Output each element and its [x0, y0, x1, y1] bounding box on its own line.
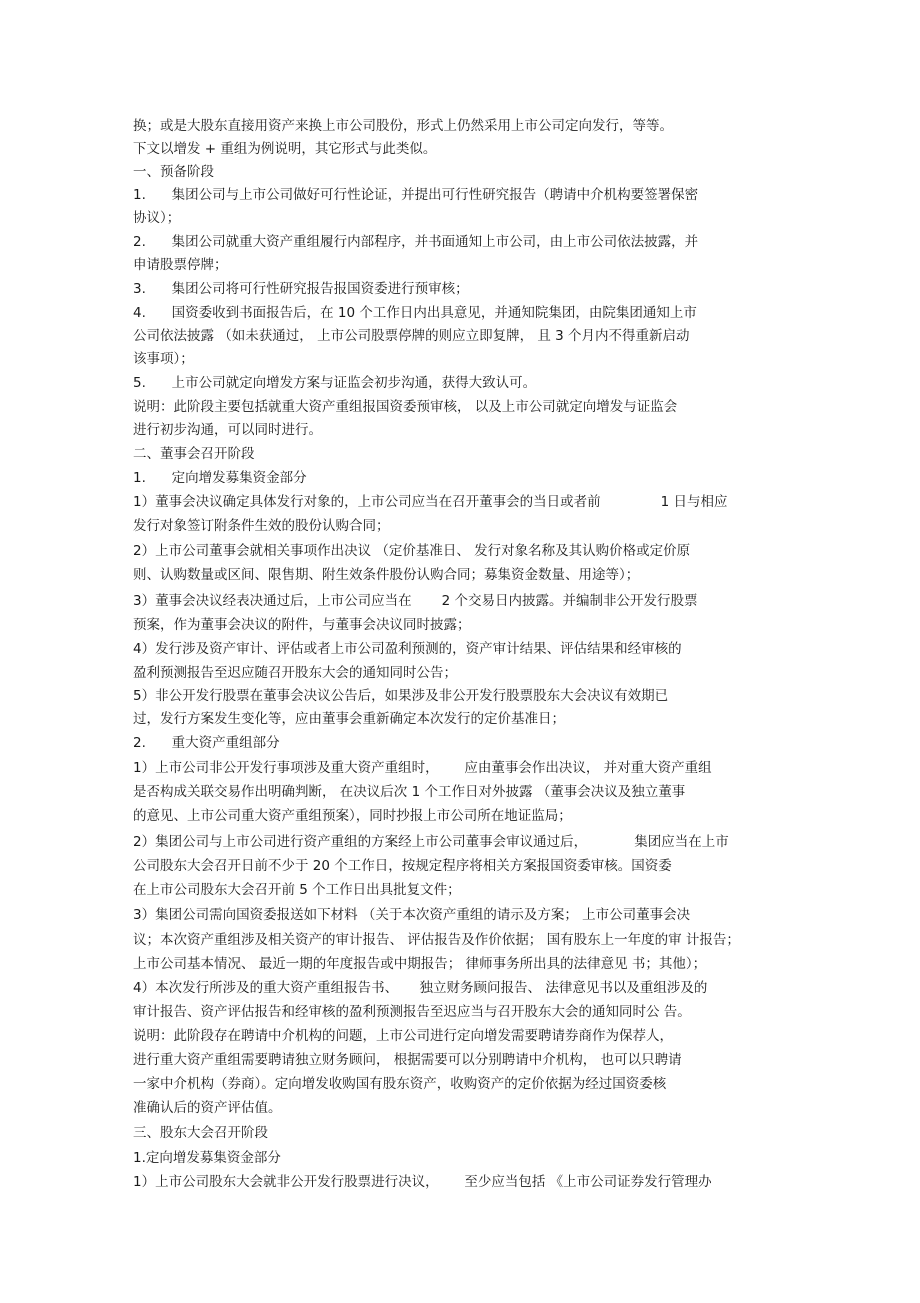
text-line: 公司股东大会召开日前不少于 20 个工作日，按规定程序将相关方案报国资委审核。国资委 [133, 858, 672, 874]
text-line: 1. 集团公司与上市公司做好可行性论证，并提出可行性研究报告（聘请中介机构要签署保密 [133, 187, 699, 203]
text-line: 1）上市公司股东大会就非公开发行股票进行决议， 至少应当包括 《上市公司证券发行管理办 [133, 1174, 712, 1190]
subsection-heading: 1.定向增发募集资金部分 [133, 1150, 281, 1166]
subsection-heading: 1. 定向增发募集资金部分 [133, 470, 307, 486]
text-line: 发行对象签订附条件生效的股份认购合同； [133, 518, 390, 534]
text-line: 2. 集团公司就重大资产重组履行内部程序，并书面通知上市公司，由上市公司依法披露，并 [133, 234, 699, 250]
text-line: 准确认后的资产评估值。 [133, 1100, 282, 1116]
section-heading: 三、股东大会召开阶段 [133, 1125, 268, 1141]
text-line: 3）集团公司需向国资委报送如下材料 （关于本次资产重组的请示及方案； 上市公司董事会决 [133, 907, 691, 923]
text-line: 盈利预测报告至迟应随召开股东大会的通知同时公告； [133, 665, 457, 681]
text-line: 的意见、上市公司重大资产重组预案），同时抄报上市公司所在地证监局； [133, 808, 572, 824]
text-line: 议；本次资产重组涉及相关资产的审计报告、 评估报告及作价依据； 国有股东上一年度的审 计报告； [133, 932, 740, 948]
text-line: 4）本次发行所涉及的重大资产重组报告书、 独立财务顾问报告、 法律意见书以及重组涉及的 [133, 980, 708, 996]
text-line: 是否构成关联交易作出明确判断， 在决议后次 1 个工作日对外披露 （董事会决议及独立董事 [133, 784, 686, 800]
text-line: 审计报告、资产评估报告和经审核的盈利预测报告至迟应当与召开股东大会的通知同时公 告。 [133, 1004, 691, 1020]
text-line: 说明：此阶段存在聘请中介机构的问题，上市公司进行定向增发需要聘请券商作为保荐人， [133, 1028, 673, 1044]
section-heading: 一、预备阶段 [133, 164, 214, 180]
text-line: 进行初步沟通，可以同时进行。 [133, 422, 322, 438]
text-line: 上市公司基本情况、 最近一期的年度报告或中期报告； 律师事务所出具的法律意见 书；其他）； [133, 956, 707, 972]
text-line: 2）集团公司与上市公司进行资产重组的方案经上市公司董事会审议通过后， 集团应当在上市 [133, 834, 729, 850]
text-line: 一家中介机构（券商）。定向增发收购国有股东资产，收购资产的定价依据为经过国资委核 [133, 1076, 667, 1092]
text-line: 协议）； [133, 210, 181, 226]
text-line: 申请股票停牌； [133, 257, 228, 273]
text-line: 该事项）； [133, 351, 194, 367]
text-line: 公司依法披露 （如未获通过， 上市公司股票停牌的则应立即复牌， 且 3 个月内不得重新启动 [133, 328, 690, 344]
text-line: 1）董事会决议确定具体发行对象的，上市公司应当在召开董事会的当日或者前 1 日与相应 [133, 494, 728, 510]
text-line: 3. 集团公司将可行性研究报告报国资委进行预审核； [133, 281, 469, 297]
text-line: 进行重大资产重组需要聘请独立财务顾问， 根据需要可以分别聘请中介机构， 也可以只聘请 [133, 1052, 682, 1068]
section-heading: 二、董事会召开阶段 [133, 446, 255, 462]
text-line: 过，发行方案发生变化等，应由董事会重新确定本次发行的定价基准日； [133, 711, 565, 727]
text-line: 说明：此阶段主要包括就重大资产重组报国资委预审核， 以及上市公司就定向增发与证监会 [133, 399, 678, 415]
subsection-heading: 2. 重大资产重组部分 [133, 735, 280, 751]
text-line: 4. 国资委收到书面报告后，在 10 个工作日内出具意见，并通知院集团，由院集团通知上市 [133, 305, 697, 321]
text-line: 2）上市公司董事会就相关事项作出决议 （定价基准日、 发行对象名称及其认购价格或定价原 [133, 543, 691, 559]
text-line: 则、认购数量或区间、限售期、附生效条件股份认购合同；募集资金数量、用途等）； [133, 567, 640, 583]
text-line: 1）上市公司非公开发行事项涉及重大资产重组时， 应由董事会作出决议， 并对重大资产重组 [133, 760, 712, 776]
text-line: 换；或是大股东直接用资产来换上市公司股份，形式上仍然采用上市公司定向发行，等等。 [133, 118, 673, 134]
text-line: 4）发行涉及资产审计、评估或者上市公司盈利预测的，资产审计结果、评估结果和经审核的 [133, 641, 682, 657]
text-line: 在上市公司股东大会召开前 5 个工作日出具批复文件； [133, 882, 461, 898]
text-line: 5. 上市公司就定向增发方案与证监会初步沟通，获得大致认可。 [133, 375, 537, 391]
text-line: 下文以增发 + 重组为例说明，其它形式与此类似。 [133, 141, 437, 157]
text-line: 3）董事会决议经表决通过后，上市公司应当在 2 个交易日内披露。并编制非公开发行股票 [133, 593, 698, 609]
text-line: 5）非公开发行股票在董事会决议公告后，如果涉及非公开发行股票股东大会决议有效期已 [133, 688, 669, 704]
text-line: 预案，作为董事会决议的附件，与董事会决议同时披露； [133, 617, 471, 633]
